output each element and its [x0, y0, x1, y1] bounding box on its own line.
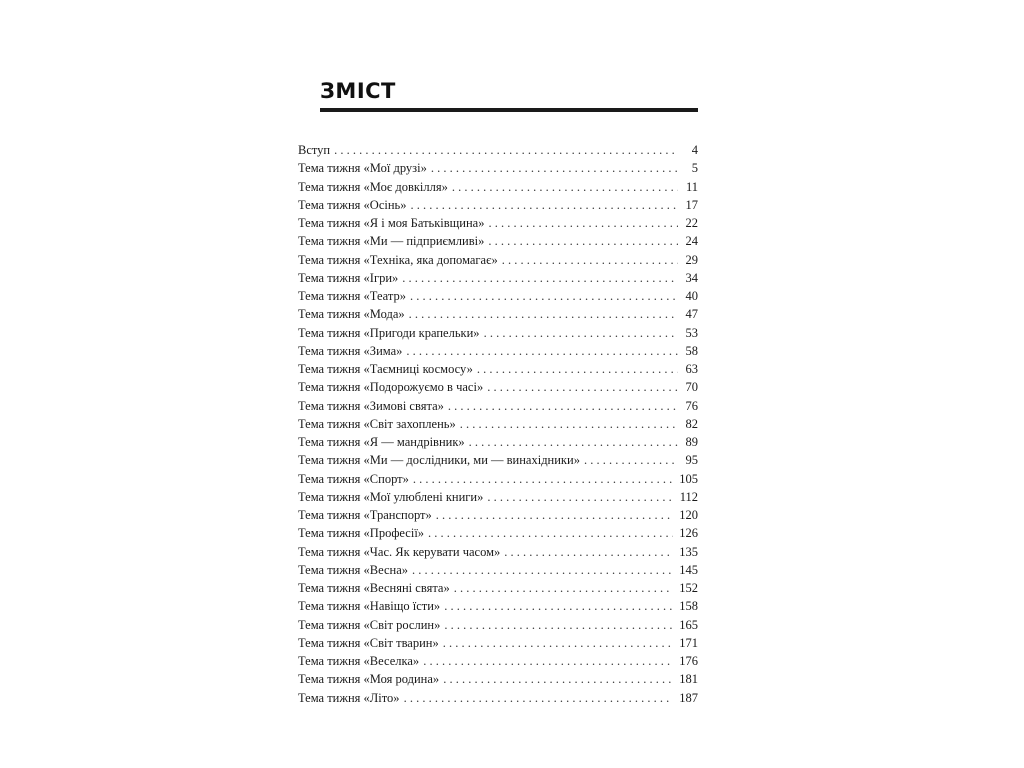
toc-entry — [298, 435, 698, 453]
toc-entry-label: Тема тижня «Я — мандрівник» — [298, 435, 465, 449]
toc-dot-leader — [444, 618, 673, 633]
toc-entry-label: Тема тижня «Весна» — [298, 562, 409, 577]
toc-entry-label: Тема тижня «Мої улюблені книги» — [298, 489, 484, 504]
toc-entry — [298, 417, 698, 435]
table-of-contents — [298, 78, 698, 709]
toc-entry — [298, 508, 698, 526]
toc-entry — [298, 526, 698, 544]
toc-entry-label: Вступ — [298, 143, 331, 157]
toc-dot-leader — [443, 636, 674, 651]
toc-list — [298, 143, 698, 709]
toc-entry-label: Тема тижня «Професії» — [298, 526, 425, 541]
toc-entry-page-number: 112 — [679, 489, 698, 504]
toc-dot-leader — [406, 344, 678, 359]
toc-entry-label: Тема тижня «Спорт» — [298, 471, 409, 486]
toc-entry — [298, 453, 698, 471]
toc-title: ЗМІСТ — [320, 79, 396, 103]
toc-entry — [298, 563, 698, 581]
toc-entry-page-number: 135 — [679, 544, 698, 559]
toc-entry-label: Тема тижня «Зима» — [298, 343, 403, 358]
toc-entry — [298, 654, 698, 672]
toc-dot-leader — [428, 526, 673, 541]
toc-dot-leader — [444, 599, 673, 614]
toc-entry — [298, 271, 698, 289]
title-underline-rule — [320, 108, 698, 112]
toc-entry — [298, 545, 698, 563]
toc-entry-label: Тема тижня «Зимові свята» — [298, 398, 444, 413]
toc-entry-label: Тема тижня «Транспорт» — [298, 508, 432, 522]
toc-entry-page-number: 76 — [685, 398, 698, 413]
toc-dot-leader — [460, 417, 678, 432]
toc-entry-page-number: 58 — [685, 343, 698, 358]
toc-entry-label: Тема тижня «Світ рослин» — [298, 617, 441, 632]
toc-entry-page-number: 145 — [679, 562, 698, 577]
toc-entry-label: Тема тижня «Веселка» — [298, 654, 420, 668]
toc-dot-leader — [454, 581, 674, 596]
toc-entry — [298, 289, 698, 307]
toc-entry — [298, 399, 698, 417]
toc-dot-leader — [477, 362, 678, 377]
toc-entry-page-number: 105 — [679, 471, 698, 486]
toc-dot-leader — [402, 271, 678, 286]
toc-dot-leader — [469, 435, 678, 450]
toc-entry-label: Тема тижня «Ігри» — [298, 270, 399, 285]
toc-dot-leader — [484, 326, 678, 341]
toc-entry — [298, 253, 698, 271]
toc-entry-page-number: 176 — [679, 654, 698, 668]
toc-entry-label: Тема тижня «Таємниці космосу» — [298, 362, 473, 376]
toc-entry — [298, 599, 698, 617]
toc-dot-leader — [504, 545, 673, 560]
toc-dot-leader — [452, 180, 678, 195]
toc-entry — [298, 143, 698, 161]
toc-entry — [298, 180, 698, 198]
toc-dot-leader — [334, 143, 678, 158]
toc-entry-page-number: 11 — [685, 179, 698, 194]
toc-entry — [298, 326, 698, 344]
toc-entry — [298, 234, 698, 252]
toc-entry-label: Тема тижня «Час. Як керувати часом» — [298, 544, 501, 559]
toc-entry — [298, 198, 698, 216]
toc-dot-leader — [487, 490, 673, 505]
toc-entry-label: Тема тижня «Мода» — [298, 307, 405, 322]
toc-dot-leader — [488, 216, 678, 231]
toc-entry-page-number: 171 — [679, 635, 698, 650]
toc-entry — [298, 216, 698, 234]
toc-entry-page-number: 165 — [679, 617, 698, 632]
toc-entry-page-number: 152 — [679, 581, 698, 595]
toc-entry-label: Тема тижня «Подорожуємо в часі» — [298, 380, 484, 395]
toc-entry-label: Тема тижня «Моя родина» — [298, 672, 440, 687]
toc-entry-label: Тема тижня «Мої друзі» — [298, 161, 427, 176]
toc-entry-label: Тема тижня «Осінь» — [298, 197, 407, 212]
toc-dot-leader — [502, 253, 678, 268]
toc-entry-page-number: 126 — [679, 526, 698, 541]
toc-entry-label: Тема тижня «Літо» — [298, 690, 400, 705]
toc-entry-page-number: 4 — [691, 143, 698, 157]
toc-dot-leader — [412, 563, 673, 578]
toc-entry-page-number: 47 — [685, 307, 698, 322]
toc-entry-label: Тема тижня «Ми — дослідники, ми — винахідники» — [298, 453, 580, 468]
toc-entry — [298, 472, 698, 490]
toc-entry-page-number: 181 — [679, 672, 698, 687]
toc-dot-leader — [487, 380, 678, 395]
toc-dot-leader — [410, 289, 678, 304]
toc-entry-label: Тема тижня «Світ тварин» — [298, 635, 439, 650]
toc-entry — [298, 490, 698, 508]
toc-entry-page-number: 82 — [685, 416, 698, 431]
toc-entry-page-number: 5 — [691, 161, 698, 176]
toc-entry-page-number: 40 — [685, 289, 698, 303]
toc-entry — [298, 362, 698, 380]
toc-entry-page-number: 24 — [685, 234, 698, 249]
toc-entry — [298, 581, 698, 599]
toc-entry-page-number: 34 — [685, 270, 698, 285]
toc-entry-page-number: 120 — [679, 508, 698, 522]
toc-entry-label: Тема тижня «Техніка, яка допомагає» — [298, 252, 498, 267]
toc-entry-label: Тема тижня «Театр» — [298, 289, 407, 303]
toc-entry — [298, 161, 698, 179]
toc-entry — [298, 618, 698, 636]
toc-entry-page-number: 187 — [679, 690, 698, 705]
toc-entry — [298, 691, 698, 709]
toc-entry-page-number: 63 — [685, 362, 698, 376]
toc-entry-page-number: 95 — [685, 453, 698, 468]
toc-dot-leader — [431, 161, 678, 176]
toc-dot-leader — [411, 198, 679, 213]
toc-entry — [298, 672, 698, 690]
toc-entry-label: Тема тижня «Навіщо їсти» — [298, 599, 441, 614]
toc-entry-label: Тема тижня «Ми — підприємливі» — [298, 234, 485, 249]
toc-entry-page-number: 89 — [685, 435, 698, 449]
toc-entry-page-number: 70 — [685, 380, 698, 395]
toc-entry-page-number: 158 — [679, 599, 698, 614]
toc-dot-leader — [436, 508, 674, 523]
toc-entry-label: Тема тижня «Я і моя Батьківщина» — [298, 216, 485, 230]
toc-entry-label: Тема тижня «Моє довкілля» — [298, 179, 448, 194]
toc-entry-page-number: 29 — [685, 252, 698, 267]
toc-entry — [298, 344, 698, 362]
toc-entry-label: Тема тижня «Світ захоплень» — [298, 416, 456, 431]
toc-dot-leader — [409, 307, 678, 322]
toc-entry — [298, 636, 698, 654]
toc-entry — [298, 307, 698, 325]
toc-entry-label: Тема тижня «Пригоди крапельки» — [298, 325, 480, 340]
toc-entry-page-number: 17 — [685, 197, 698, 212]
toc-dot-leader — [413, 472, 673, 487]
toc-dot-leader — [404, 691, 674, 706]
toc-dot-leader — [448, 399, 678, 414]
toc-dot-leader — [423, 654, 673, 669]
toc-entry-page-number: 53 — [685, 325, 698, 340]
toc-entry-label: Тема тижня «Весняні свята» — [298, 581, 450, 595]
toc-entry-page-number: 22 — [685, 216, 698, 230]
toc-entry — [298, 380, 698, 398]
toc-dot-leader — [488, 234, 678, 249]
toc-dot-leader — [584, 453, 678, 468]
toc-dot-leader — [443, 672, 673, 687]
